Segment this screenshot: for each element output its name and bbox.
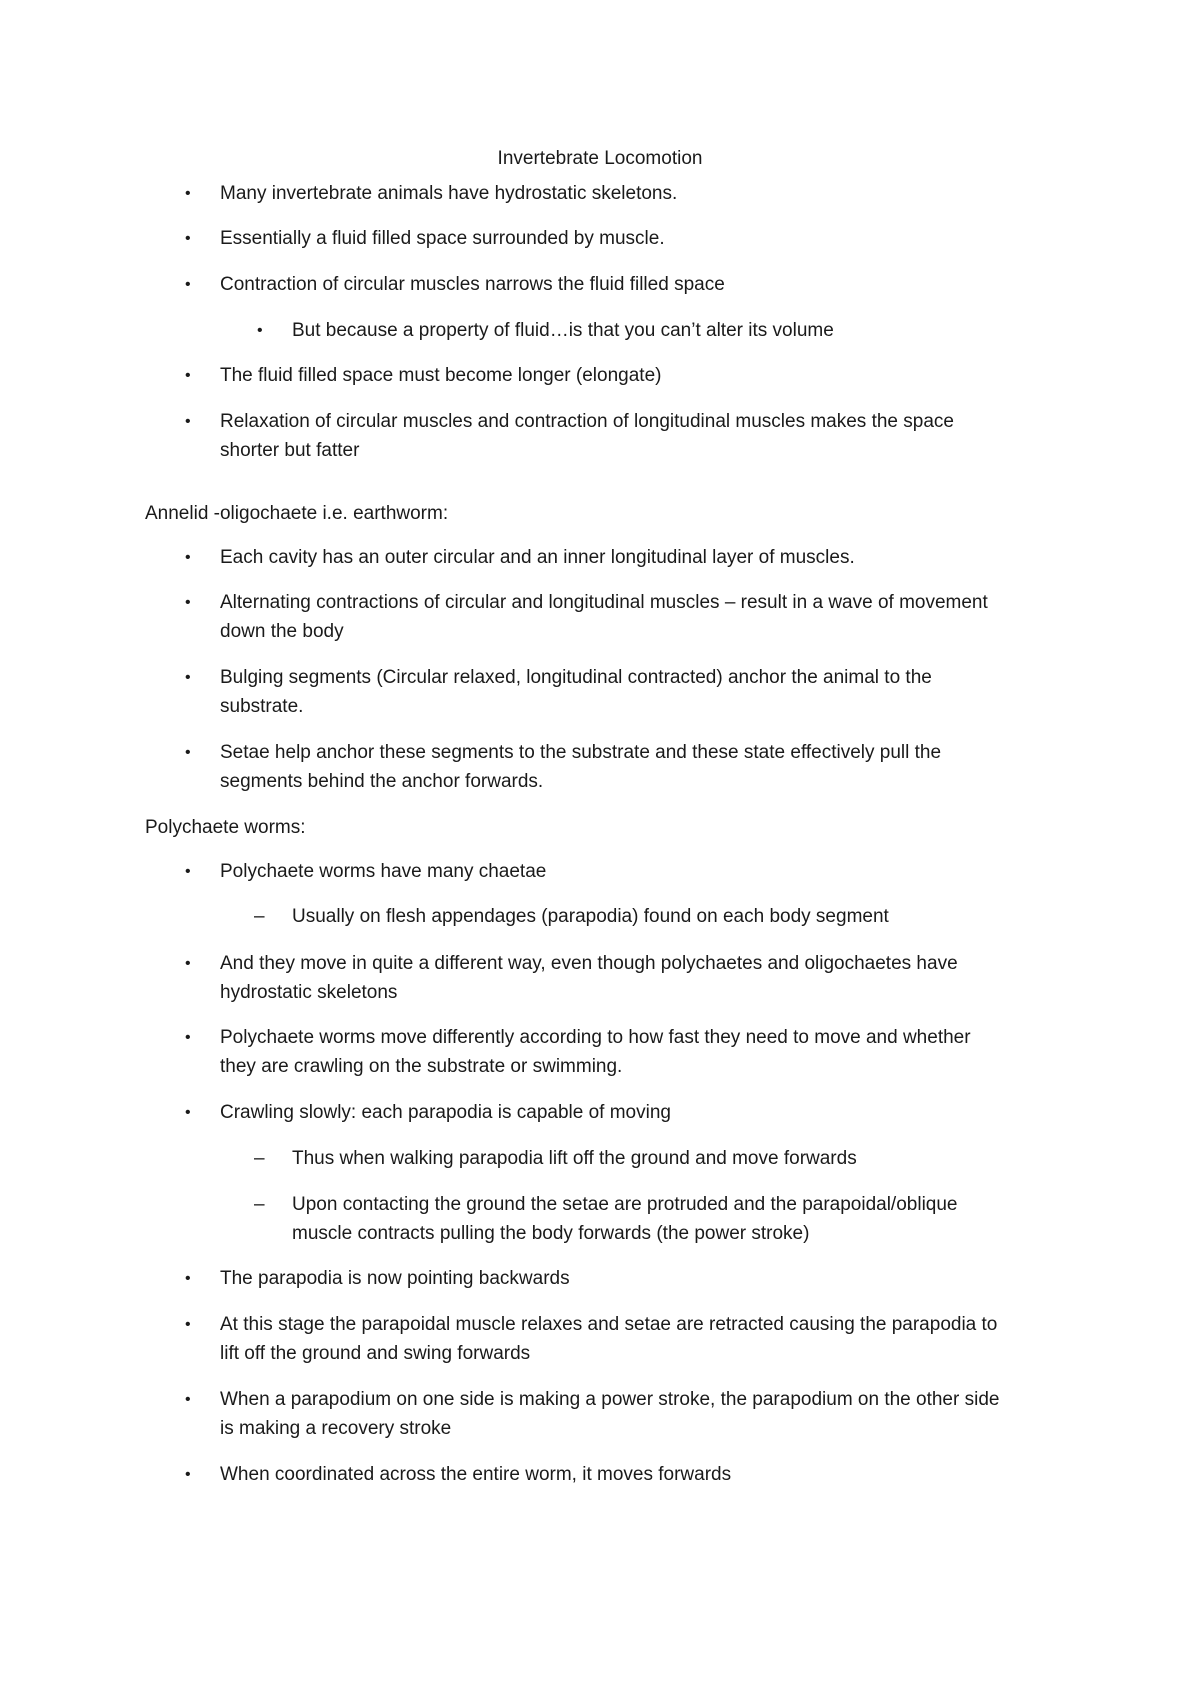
list-item: Polychaete worms move differently according to how fast they need to move and whether [220,1027,971,1048]
list-item: At this stage the parapoidal muscle relaxes and setae are retracted causing the parapodia to [220,1314,998,1335]
list-item: When coordinated across the entire worm, it moves forwards [220,1464,732,1485]
dash-marker: – [254,906,265,927]
bullet-marker: • [185,744,191,761]
bullet-marker: • [185,276,191,293]
list-item: Many invertebrate animals have hydrostatic skeletons. [220,183,678,204]
list-item: Alternating contractions of circular and longitudinal muscles – result in a wave of movement [220,592,988,613]
list-item-continuation: down the body [220,621,344,642]
list-item-continuation: segments behind the anchor forwards. [220,771,544,792]
bullet-marker: • [185,1029,191,1046]
list-item: Contraction of circular muscles narrows the fluid filled space [220,274,725,295]
bullet-marker: • [185,230,191,247]
list-item: And they move in quite a different way, even though polychaetes and oligochaetes have [220,953,958,974]
list-item: The parapodia is now pointing backwards [220,1268,570,1289]
bullet-marker: • [185,1466,191,1483]
list-item: Essentially a fluid filled space surrounded by muscle. [220,228,665,249]
list-item: Crawling slowly: each parapodia is capable of moving [220,1102,671,1123]
bullet-marker: • [185,669,191,686]
list-item-continuation: is making a recovery stroke [220,1418,452,1439]
bullet-marker: • [185,367,191,384]
list-item: Setae help anchor these segments to the substrate and these state effectively pull the [220,742,942,763]
sub-list-item-continuation: muscle contracts pulling the body forwards (the power stroke) [292,1223,810,1244]
section-heading-polychaete: Polychaete worms: [145,817,306,838]
list-item-continuation: shorter but fatter [220,440,360,461]
dash-marker: – [254,1148,265,1169]
list-item: The fluid filled space must become longer (elongate) [220,365,662,386]
bullet-marker: • [185,955,191,972]
sub-list-item: Thus when walking parapodia lift off the ground and move forwards [292,1148,857,1169]
list-item-continuation: lift off the ground and swing forwards [220,1343,531,1364]
bullet-marker: • [185,549,191,566]
bullet-marker: • [185,185,191,202]
list-item-continuation: substrate. [220,696,304,717]
bullet-marker: • [185,863,191,880]
sub-list-item: Upon contacting the ground the setae are protruded and the parapoidal/oblique [292,1194,958,1215]
list-item: Polychaete worms have many chaetae [220,861,547,882]
sub-bullet-marker: • [257,322,263,339]
bullet-marker: • [185,1104,191,1121]
section-heading-earthworm: Annelid -oligochaete i.e. earthworm: [145,503,449,524]
sub-list-item: Usually on flesh appendages (parapodia) found on each body segment [292,906,889,927]
bullet-marker: • [185,1316,191,1333]
list-item: Bulging segments (Circular relaxed, longitudinal contracted) anchor the animal to the [220,667,932,688]
sub-list-item: But because a property of fluid…is that you can’t alter its volume [292,320,834,341]
bullet-marker: • [185,594,191,611]
list-item-continuation: they are crawling on the substrate or swimming. [220,1056,623,1077]
bullet-marker: • [185,1391,191,1408]
list-item: Each cavity has an outer circular and an inner longitudinal layer of muscles. [220,547,855,568]
bullet-marker: • [185,1270,191,1287]
bullet-marker: • [185,413,191,430]
dash-marker: – [254,1194,265,1215]
list-item-continuation: hydrostatic skeletons [220,982,398,1003]
list-item: Relaxation of circular muscles and contraction of longitudinal muscles makes the space [220,411,954,432]
list-item: When a parapodium on one side is making a power stroke, the parapodium on the other side [220,1389,1000,1410]
page-title: Invertebrate Locomotion [497,148,703,169]
